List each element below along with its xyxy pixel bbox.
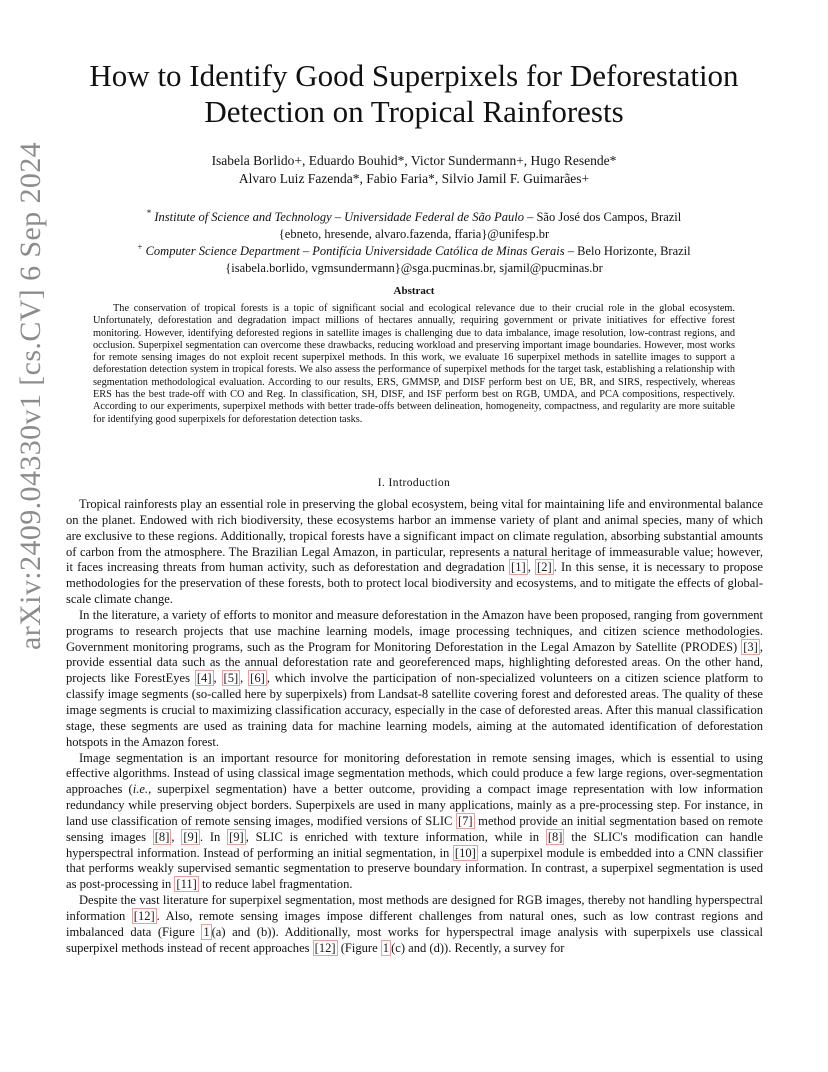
citation-link[interactable]: [4] <box>196 671 212 686</box>
authors-line-2: Alvaro Luiz Fazenda*, Fabio Faria*, Silvio Jamil F. Guimarães+ <box>238 171 590 186</box>
abstract-heading: Abstract <box>393 285 435 297</box>
citation-link[interactable]: [8] <box>547 829 563 844</box>
paragraph-4: Despite the vast literature for superpixel segmentation, most methods are designed for RGB images, thereby not handling hyperspectral information [12] . Also, remote sensing images impose different challenges from natural ones, such as low contrast regions and imbalanced data (Figure 1 (a) and (b)). Additionally, most works for hyperspectral image analysis with superpixels use classical superpixel methods instead of recent approaches [12] (Figure 1 (c) and (d)). Recently, a survey for <box>66 893 763 955</box>
citation-link[interactable]: [2] <box>537 560 552 575</box>
author-list <box>40 152 788 188</box>
citation-link[interactable]: [11] <box>176 877 197 892</box>
citation-link[interactable]: [3] <box>743 639 758 654</box>
arxiv-identifier-stamp: arXiv:2409.04330v1 [cs.CV] 6 Sep 2024 <box>14 141 47 650</box>
introduction-body <box>66 497 763 956</box>
affiliation-1-institution: Institute of Science and Technology – Universidade Federal de São Paulo <box>154 210 524 225</box>
affiliation-2-institution: Computer Science Department – Pontifícia Universidade Católica de Minas Gerais <box>145 244 565 259</box>
affiliation-2-location: – Belo Horizonte, Brazil <box>564 244 691 259</box>
citation-link[interactable]: [9] <box>229 829 244 844</box>
authors-line-1: Isabela Borlido+, Eduardo Bouhid*, Victor Sundermann+, Hugo Resende* <box>211 153 617 168</box>
figure-reference-link[interactable]: 1 <box>382 940 390 955</box>
paper-title <box>40 58 788 130</box>
citation-link[interactable]: [9] <box>183 829 198 844</box>
citation-link[interactable]: [1] <box>511 560 526 575</box>
citation-link[interactable]: [8] <box>154 829 170 844</box>
title-line-2: Detection on Tropical Rainforests <box>204 94 624 129</box>
paragraph-2: In the literature, a variety of efforts to monitor and measure deforestation in the Amazon have been proposed, ranging from government programs to research projects that use machine learning models, image processing techniques, and citizen science methodologies. Government monitoring programs, such as the Program for Monitoring Deforestation in the Legal Amazon by Satellite (PRODES) [3] , provide essential data such as the annual deforestation rate and georeferenced maps, highlighting deforested areas. On the other hand, projects like ForestEyes [4] , [5] , [6] , which involve the participation of non-specialized volunteers on a citizen science platform to classify image segments (so-called here by superpixels) from Landsat-8 satellite covering forest and deforested areas. The quality of these image segments is crucial to maximizing classification accuracy, especially in the case of deforested areas. After this manual classification stage, these segments are used as training data for machine learning models, aiming at the automated identification of deforestation hotspots in the Amazon forest. <box>66 607 763 749</box>
paragraph-1: Tropical rainforests play an essential role in preserving the global ecosystem, being vital for maintaining life and environmental balance on the planet. Endowed with rich biodiversity, these ecosystems harbor an immense variety of plant and animal species, many of which are exclusive to these regions. Additionally, tropical forests have a significant impact on climate regulation, absorbing substantial amounts of carbon from the atmosphere. The Brazilian Legal Amazon, in particular, represents a natural heritage of immeasurable value; however, it faces increasing threats from human activity, such as deforestation and degradation [1] , [2] . In this sense, it is necessary to propose methodologies for the preservation of these forests, both to protect local biodiversity and ecosystems, and to mitigate the effects of global-scale climate change. <box>66 497 763 607</box>
affiliation-1-mark: * <box>146 208 152 218</box>
affiliation-1-location: – São José dos Campos, Brazil <box>523 210 682 225</box>
affiliation-2 <box>40 239 788 277</box>
citation-link[interactable]: [12] <box>314 940 336 955</box>
paragraph-3: Image segmentation is an important resource for monitoring deforestation in remote sensing images, which is essential to using effective algorithms. Instead of using classical image segmentation methods, which could produce a few large regions, over-segmentation approaches (i.e., superpixel segmentation) have a better outcome, providing a compact image representation with low information redundancy while preserving object borders. Superpixels are used in many applications, mainly as a pre-processing step. For instance, in land use classification of remote sensing images, modified versions of SLIC [7] method provide an initial segmentation based on remote sensing images [8] , [9] . In [9] , SLIC is enriched with texture information, while in [8] the SLIC's modification can handle hyperspectral information. Instead of performing an initial segmentation, in [10] a superpixel module is embedded into a CNN classifier that performs weakly supervised semantic segmentation to preserve boundary information. In contrast, a superpixel segmentation is used as post-processing in [11] to reduce label fragmentation. <box>66 750 764 892</box>
citation-link[interactable]: [12] <box>133 908 155 923</box>
section-heading-introduction: I. Introduction <box>377 477 451 489</box>
figure-reference-link[interactable]: 1 <box>203 924 210 939</box>
citation-link[interactable]: [10] <box>454 845 476 860</box>
citation-link[interactable]: [7] <box>457 813 473 828</box>
title-line-1: How to Identify Good Superpixels for Deforestation <box>89 58 739 93</box>
abstract-text: The conservation of tropical forests is a topic of significant social and ecological relevance due to their crucial role in the global ecosystem. Unfortunately, deforestation and degradation impact millions of hectares annually, requiring government or private initiatives for effective forest monitoring. However, identifying deforested regions in satellite images is challenging due to data imbalance, image resolution, low-contrast regions, and occlusion. Superpixel segmentation can overcome these drawbacks, reducing workload and preserving important image boundaries. However, most works for remote sensing images do not exploit recent superpixel methods. In this work, we evaluate 16 superpixel methods in satellite images to support a deforestation detection system in tropical forests. We also assess the performance of superpixel methods for the target task, establishing a relationship with segmentation methodological evaluation. According to our results, ERS, GMMSP, and DISF perform best on UE, BR, and SIRS, respectively, whereas ERS has the best trade-off with CO and Reg. In classification, SH, DISF, and ISF perform best on RGB, UMDA, and PCA compositions, respectively. According to our experiments, superpixel methods with better trade-offs between delineation, homogeneity, compactness, and regularity are more suitable for identifying good superpixels for deforestation detection tasks. <box>93 303 735 425</box>
affiliation-2-emails: {isabela.borlido, vgmsundermann}@sga.pucminas.br, sjamil@pucminas.br <box>225 261 603 276</box>
affiliation-1 <box>40 205 788 243</box>
affiliation-2-mark: + <box>137 242 143 252</box>
citation-link[interactable]: [6] <box>250 671 265 686</box>
citation-link[interactable]: [5] <box>223 671 239 686</box>
affiliation-1-emails: {ebneto, hresende, alvaro.fazenda, ffaria}@unifesp.br <box>278 227 550 242</box>
